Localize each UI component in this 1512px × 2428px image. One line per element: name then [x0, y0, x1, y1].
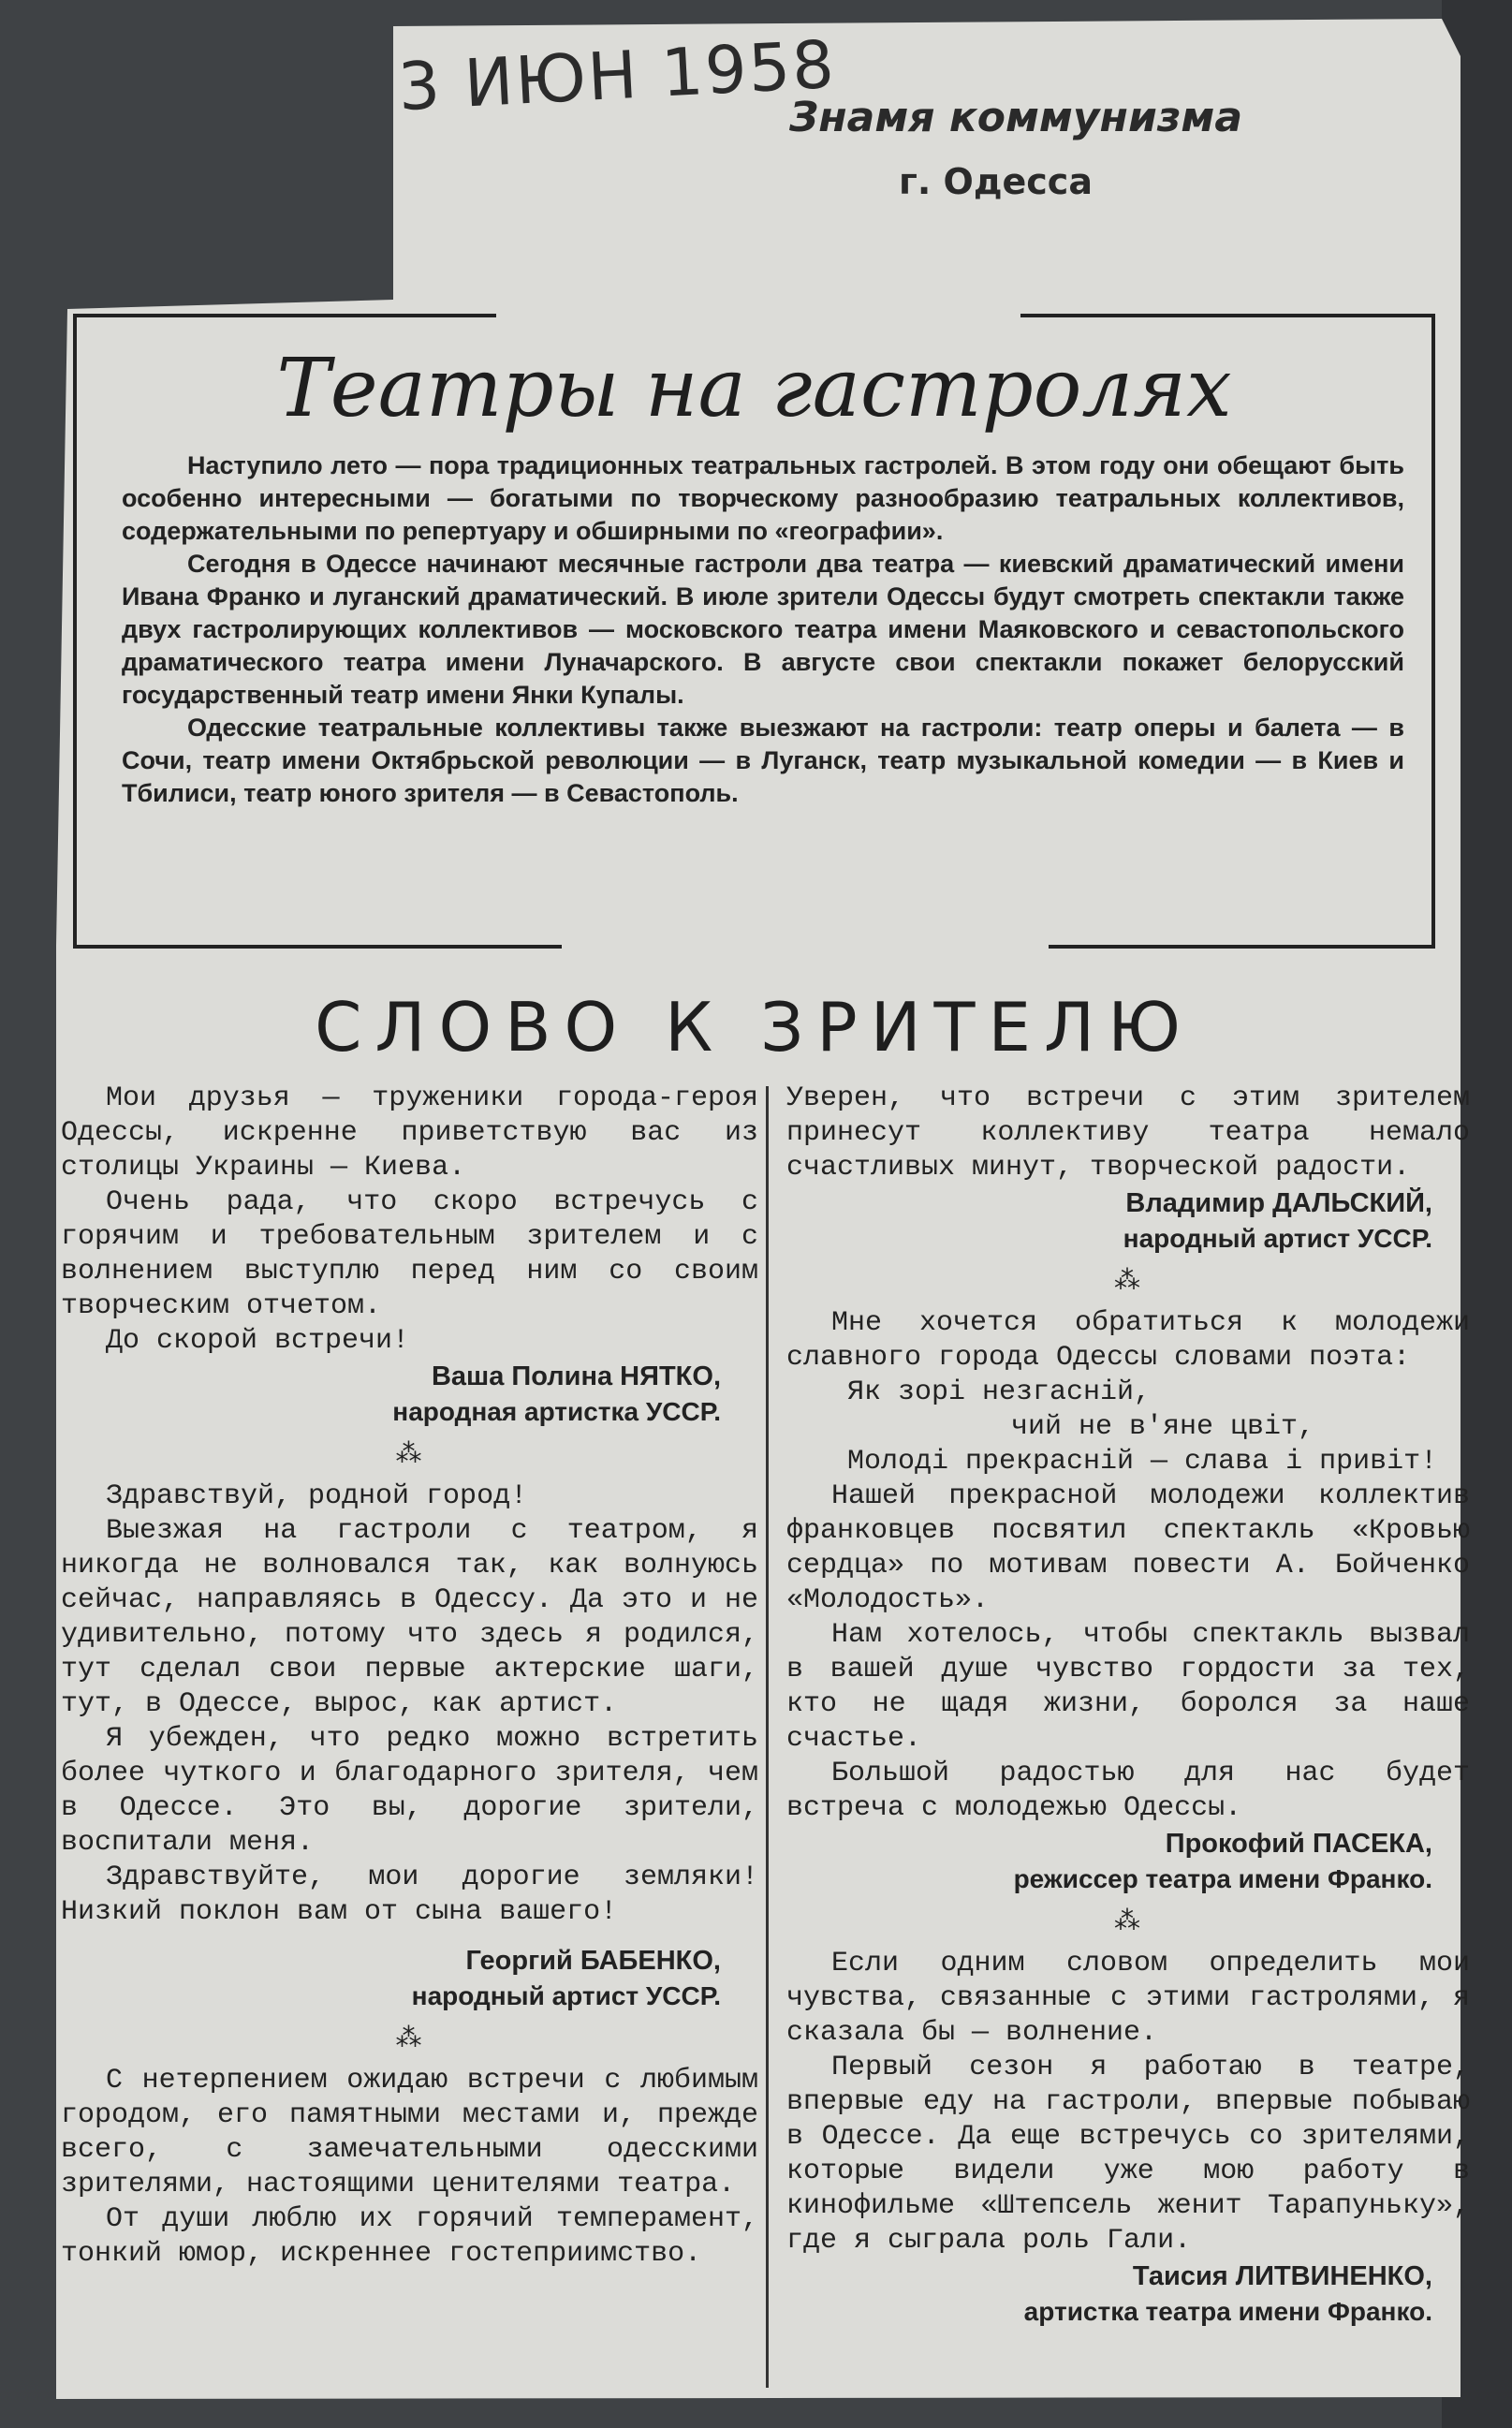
- article-paragraph: Наступило лето — пора традиционных театральных гастролей. В этом году они обещают быть особенно интересными — богатыми по творческому разнообразию театральных коллективов, содержательными по репертуару и обширными по «географии».: [122, 451, 1404, 545]
- signature-name: Владимир ДАЛЬСКИЙ,: [1125, 1188, 1432, 1218]
- letter-paragraph: Большой радостью для нас будет встреча с молодежью Одессы.: [786, 1758, 1470, 1824]
- newspaper-city: г. Одесса: [899, 161, 1093, 202]
- letter-paragraph: От души люблю их горячий темперамент, тонкий юмор, искреннее гостеприимство.: [61, 2203, 758, 2270]
- letter-paragraph: Мне хочется обратиться к молодежи славного города Одессы словами поэта:: [786, 1307, 1470, 1374]
- signature-title: народный артист УССР.: [411, 1981, 721, 2010]
- left-column: [61, 1082, 758, 2272]
- poem-line: Молоді прекрасній — слава і привіт!: [847, 1446, 1438, 1478]
- signature-name: Таисия ЛИТВИНЕНКО,: [1132, 2261, 1432, 2291]
- letter-paragraph: Я убежден, что редко можно встретить более чуткого и благодарного зрителя, чем в Одессе. Это вы, дорогие зрители, воспитали меня.: [61, 1723, 758, 1859]
- separator-asterism: ⁂: [1114, 1264, 1142, 1295]
- article-headline: Театры на гастролях: [276, 342, 1232, 435]
- article-paragraph: Сегодня в Одессе начинают месячные гастроли два театра — киевский драматический имени Ивана Франко и луганский драматический. В июле зрители Одессы будут смотреть спектакли также двух гастролирующих коллективов — московского театра имени Маяковского и севастопольского драматического театра имени Луначарского. В августе свои спектакли покажет белорусский государственный театр имени Янки Купалы.: [122, 550, 1404, 709]
- letter-paragraph: Уверен, что встречи с этим зрителем принесут коллективу театра немало счастливых минут, творческой радости.: [786, 1082, 1470, 1184]
- letter-paragraph: Нам хотелось, чтобы спектакль вызвал в вашей душе чувство гордости за тех, кто не щадя жизни, боролся за наше счастье.: [786, 1619, 1470, 1755]
- letter-paragraph: Выезжая на гастроли с театром, я никогда не волновался так, как волнуюсь сейчас, направляясь в Одессу. Да это и не удивительно, потому что здесь я родился, тут сделал свои первые актерские шаги, тут, в Одессе, вырос, как артист.: [61, 1515, 758, 1720]
- signature-title: народный артист УССР.: [1123, 1224, 1432, 1253]
- letter-paragraph: Здравствуй, родной город!: [106, 1480, 528, 1512]
- article-paragraph: Одесские театральные коллективы также выезжают на гастроли: театр оперы и балета — в Сочи, театр имени Октябрьской революции — в Луганск, театр музыкальной комедии — в Киев и Тбилиси, театр юного зрителя — в Севастополь.: [122, 714, 1404, 807]
- letter-paragraph: До скорой встречи!: [106, 1325, 410, 1357]
- separator-asterism: ⁂: [395, 2022, 424, 2053]
- letter-paragraph: Мои друзья — труженики города-героя Одессы, искренне приветствую вас из столицы Украины — Киева.: [61, 1082, 758, 1184]
- signature-title: режиссер театра имени Франко.: [1013, 1864, 1432, 1893]
- article-body: [122, 449, 1404, 810]
- section-title: СЛОВО К ЗРИТЕЛЮ: [315, 988, 1194, 1067]
- letter-paragraph: Нашей прекрасной молодежи коллектив франковцев посвятил спектакль «Кровью сердца» по мотивам повести А. Бойченко «Молодость».: [786, 1480, 1470, 1616]
- signature-name: Ваша Полина НЯТКО,: [431, 1361, 721, 1391]
- separator-asterism: ⁂: [1114, 1905, 1142, 1935]
- letter-paragraph: С нетерпением ожидаю встречи с любимым городом, его памятными местами и, прежде всего, с замечательными одесскими зрителями, настоящими ценителями театра.: [61, 2065, 758, 2200]
- separator-asterism: ⁂: [395, 1437, 424, 1468]
- signature-name: Георгий БАБЕНКО,: [465, 1946, 721, 1976]
- frame-gap-bottom: [562, 936, 1049, 957]
- poem-line: Як зорі незгасній,: [847, 1376, 1152, 1408]
- poem-line: чий не в'яне цвіт,: [1011, 1411, 1315, 1443]
- letter-paragraph: Очень рада, что скоро встречусь с горячим и требовательным зрителем и с волнением выступлю перед ним со своим творческим отчетом.: [61, 1186, 758, 1322]
- date-stamp: 3 ИЮН 1958: [396, 25, 838, 126]
- letter-paragraph: Если одним словом определить мои чувства, связанные с этими гастролями, я сказала бы — волнение.: [786, 1948, 1470, 2049]
- signature-title: народная артистка УССР.: [392, 1397, 721, 1426]
- column-divider: [766, 1086, 769, 2388]
- right-column: [786, 1082, 1470, 2330]
- newspaper-name: Знамя коммунизма: [788, 94, 1243, 141]
- letter-paragraph: Здравствуйте, мои дорогие земляки! Низкий поклон вам от сына вашего!: [61, 1861, 758, 1928]
- signature-title: артистка театра имени Франко.: [1023, 2297, 1432, 2326]
- letter-paragraph: Первый сезон я работаю в театре, впервые еду на гастроли, впервые побываю в Одессе. Да еще встречусь со зрителями, которые видели уже мою работу в кинофильме «Штепсель женит Тарапуньку», где я сыграла роль Гали.: [786, 2052, 1470, 2257]
- signature-name: Прокофий ПАСЕКА,: [1165, 1829, 1432, 1859]
- frame-gap-top: [496, 305, 1020, 326]
